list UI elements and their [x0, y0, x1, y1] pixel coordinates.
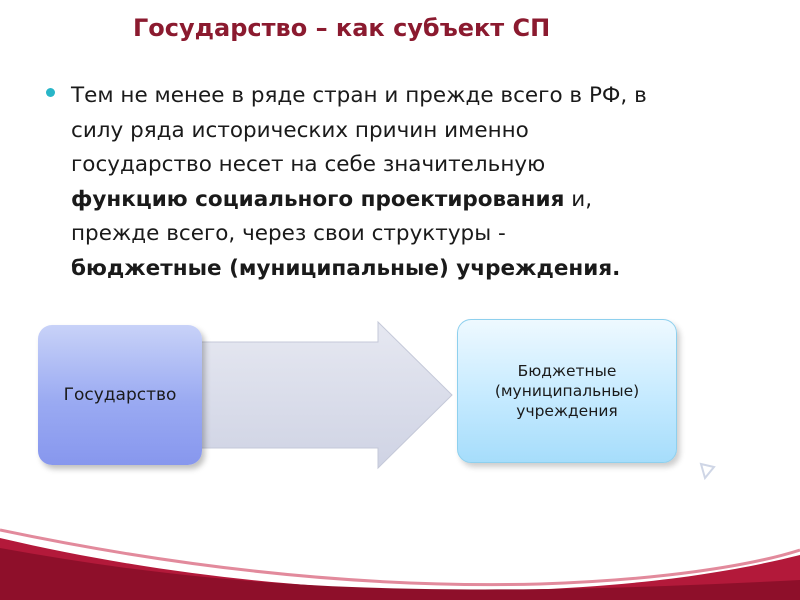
slide-title: Государство – как субъект СП	[133, 14, 551, 42]
budget-box-line: Бюджетные	[517, 362, 617, 380]
budget-box-line: учреждения	[516, 402, 618, 420]
bullet-line: Тем не менее в ряде стран и прежде всего в РФ, в	[71, 83, 647, 108]
bullet-emphasis: бюджетные (муниципальные) учреждения.	[71, 255, 621, 281]
triangle-outline-icon	[699, 461, 717, 481]
bullet-line: прежде всего, через свои структуры -	[71, 221, 506, 246]
decorative-wave	[0, 500, 800, 600]
budget-box-line: (муниципальные)	[494, 382, 640, 400]
bullet-line-tail: и,	[564, 186, 593, 212]
budget-institutions-box	[457, 319, 677, 463]
bullet-line: силу ряда исторических причин именно	[71, 117, 529, 143]
bullet-dot-icon	[46, 88, 55, 97]
state-box-label: Государство	[63, 385, 177, 405]
bullet-emphasis: функцию социального проектирования	[71, 186, 565, 212]
bullet-text	[71, 79, 771, 286]
state-box	[38, 325, 202, 465]
bullet-line: государство несет на себе значительную	[71, 152, 546, 177]
flow-diagram	[0, 300, 800, 490]
bullet-line	[71, 252, 771, 287]
bullet-line	[71, 183, 771, 218]
